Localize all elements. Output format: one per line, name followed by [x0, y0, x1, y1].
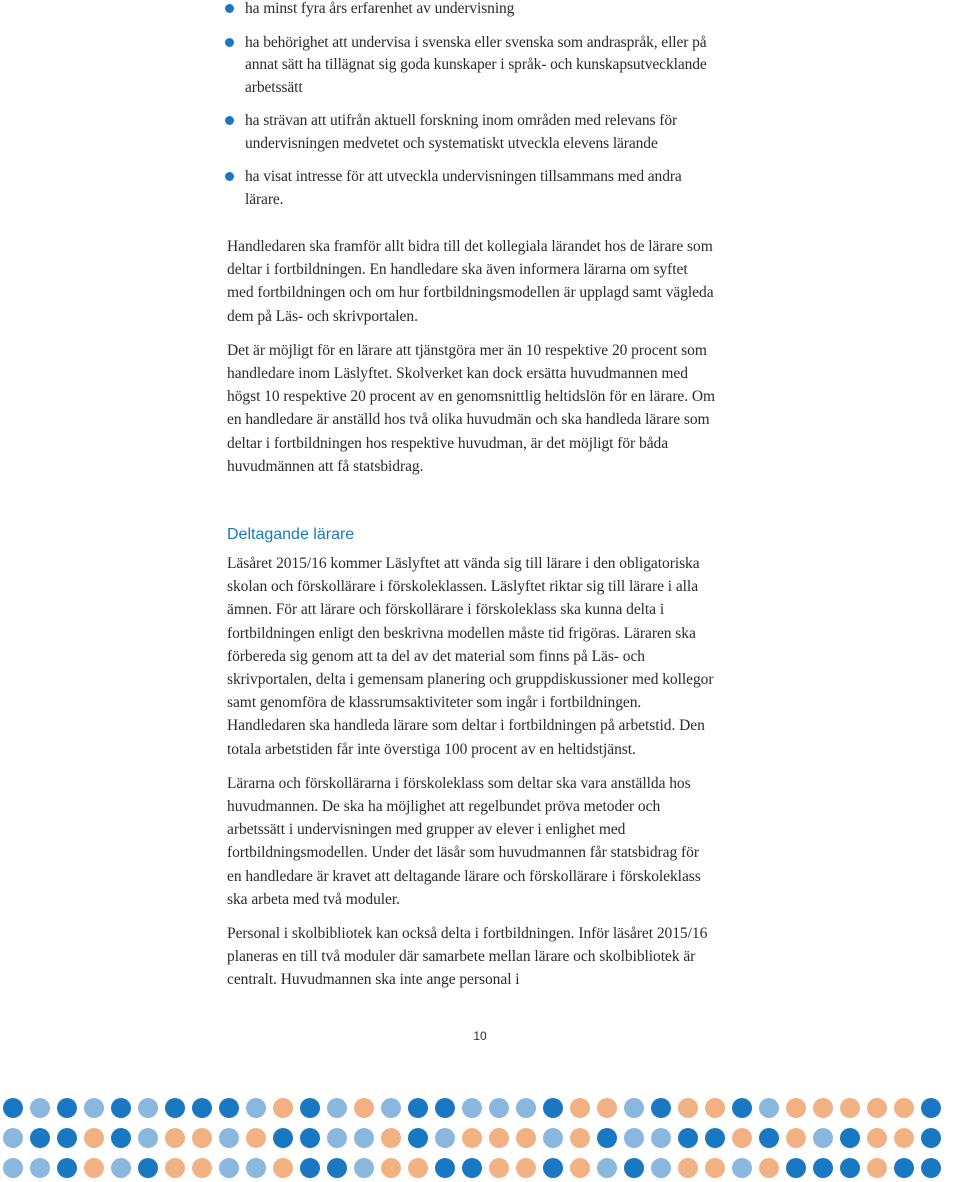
decorative-dot — [354, 1128, 374, 1148]
decorative-dot — [138, 1098, 158, 1118]
list-item — [227, 32, 717, 100]
decorative-dot — [921, 1098, 941, 1118]
decorative-dot — [408, 1128, 428, 1148]
decorative-dot — [516, 1158, 536, 1178]
decorative-dot — [732, 1158, 752, 1178]
decorative-dot — [165, 1098, 185, 1118]
decorative-dot — [219, 1128, 239, 1148]
decorative-dot — [597, 1098, 617, 1118]
decorative-dot — [732, 1098, 752, 1118]
decorative-dot-band — [0, 1094, 960, 1182]
decorative-dot — [462, 1128, 482, 1148]
list-item — [227, 166, 717, 211]
decorative-dot — [111, 1158, 131, 1178]
decorative-dot — [192, 1098, 212, 1118]
decorative-dot — [84, 1128, 104, 1148]
list-item-text: ha strävan att utifrån aktuell forskning inom områden med relevans för undervisningen medvetet och systematiskt utveckla elevens lärande — [245, 112, 678, 152]
decorative-dot — [219, 1158, 239, 1178]
decorative-dot — [867, 1158, 887, 1178]
decorative-dot — [3, 1158, 23, 1178]
paragraph: Läsåret 2015/16 kommer Läslyftet att vända sig till lärare i den obligatoriska skolan och förskollärare i förskoleklassen. Läslyftet riktar sig till lärare i alla ämnen. För att lärare och förskollärare i förskoleklass ska kunna delta i fortbildningen enligt den beskrivna modellen måste tid frigöras. Läraren ska förbereda sig genom att ta del av det material som finns på Läs- och skrivportalen, delta i gemensam planering och gruppdiskussioner med kollegor samt genomföra de klassrumsaktiviteter som ingår i fortbildningen. Handledaren ska handleda lärare som deltar i fortbildningen på arbetstid. Den totala arbetstiden får inte överstiga 100 procent av en heltidstjänst. — [227, 555, 714, 758]
decorative-dot — [705, 1158, 725, 1178]
decorative-dot — [327, 1128, 347, 1148]
decorative-dot — [489, 1098, 509, 1118]
decorative-dot — [327, 1098, 347, 1118]
decorative-dot — [759, 1098, 779, 1118]
decorative-dot — [570, 1098, 590, 1118]
page-number: 10 — [473, 1029, 487, 1043]
decorative-dot — [651, 1128, 671, 1148]
paragraph: Lärarna och förskollärarna i förskoleklass som deltar ska vara anställda hos huvudmannen. De ska ha möjlighet att regelbundet pröva metoder och arbetssätt i undervisningen med grupper av elever i enlighet med fortbildningsmodellen. Under det läsår som huvudmannen får statsbidrag för en handledare är kravet att deltagande lärare och förskollärare i förskoleklass ska arbeta med två moduler. — [227, 774, 701, 908]
decorative-dot — [759, 1158, 779, 1178]
decorative-dot — [111, 1098, 131, 1118]
decorative-dot — [273, 1098, 293, 1118]
decorative-dot — [489, 1158, 509, 1178]
decorative-dot — [894, 1128, 914, 1148]
paragraph: Det är möjligt för en lärare att tjänstgöra mer än 10 respektive 20 procent som handledare inom Läslyftet. Skolverket kan dock ersätta huvudmannen med högst 10 respektive 20 procent av en genomsnittlig heltidslön för en lärare. Om en handledare är anställd hos två olika huvudmän och ska handleda lärare som deltar i fortbildningen hos respektive huvudman, är det möjligt för båda huvudmännen att få statsbidrag. — [227, 341, 716, 475]
decorative-dot — [246, 1158, 266, 1178]
decorative-dot — [3, 1128, 23, 1148]
decorative-dot — [678, 1128, 698, 1148]
decorative-dot — [165, 1158, 185, 1178]
decorative-dot — [570, 1158, 590, 1178]
decorative-dot — [462, 1158, 482, 1178]
decorative-dot — [570, 1128, 590, 1148]
decorative-dot — [813, 1098, 833, 1118]
list-item-text: ha behörighet att undervisa i svenska eller svenska som andraspråk, eller på annat sätt ha tillägnat sig goda kunskaper i språk- och kunskapsutvecklande arbetssätt — [245, 33, 707, 96]
decorative-dot — [732, 1128, 752, 1148]
decorative-dot — [408, 1158, 428, 1178]
decorative-dot — [192, 1158, 212, 1178]
decorative-dot — [516, 1098, 536, 1118]
decorative-dot — [57, 1158, 77, 1178]
decorative-dot — [489, 1128, 509, 1148]
decorative-dot — [705, 1128, 725, 1148]
decorative-dot — [651, 1158, 671, 1178]
decorative-dot — [678, 1098, 698, 1118]
decorative-dot — [30, 1158, 50, 1178]
decorative-dot — [543, 1128, 563, 1148]
decorative-dot — [138, 1158, 158, 1178]
decorative-dot — [57, 1128, 77, 1148]
decorative-dot — [354, 1158, 374, 1178]
bullet-icon — [225, 4, 234, 13]
paragraph: Handledaren ska framför allt bidra till det kollegiala lärandet hos de lärare som deltar i fortbildningen. En handledare ska även informera lärarna om syftet med fortbildningen och om hur fortbildningsmodellen är upplagd samt vägleda dem på Läs- och skrivportalen. — [227, 238, 714, 325]
decorative-dot — [273, 1128, 293, 1148]
decorative-dot — [192, 1128, 212, 1148]
decorative-dot — [30, 1128, 50, 1148]
decorative-dot — [84, 1158, 104, 1178]
decorative-dot — [435, 1098, 455, 1118]
paragraph: Personal i skolbibliotek kan också delta i fortbildningen. Inför läsåret 2015/16 planeras en till två moduler där samarbete mellan lärare och skolbibliotek är centralt. Huvudmannen ska inte ange personal i — [227, 925, 708, 989]
decorative-dot — [921, 1128, 941, 1148]
decorative-dot — [813, 1158, 833, 1178]
decorative-dot — [300, 1158, 320, 1178]
decorative-dot — [759, 1128, 779, 1148]
decorative-dot — [651, 1098, 671, 1118]
decorative-dot — [111, 1128, 131, 1148]
list-item — [227, 0, 717, 21]
page-content — [227, 0, 717, 1002]
decorative-dot — [246, 1128, 266, 1148]
decorative-dot — [840, 1158, 860, 1178]
decorative-dot — [597, 1158, 617, 1178]
decorative-dot — [678, 1158, 698, 1178]
decorative-dot — [786, 1128, 806, 1148]
decorative-dot — [867, 1098, 887, 1118]
decorative-dot — [624, 1098, 644, 1118]
decorative-dot — [624, 1158, 644, 1178]
bullet-icon — [225, 38, 234, 47]
decorative-dot — [273, 1158, 293, 1178]
decorative-dot — [597, 1128, 617, 1148]
decorative-dot — [867, 1128, 887, 1148]
decorative-dot — [138, 1128, 158, 1148]
decorative-dot — [543, 1158, 563, 1178]
decorative-dot — [381, 1098, 401, 1118]
decorative-dot — [219, 1098, 239, 1118]
decorative-dot — [381, 1158, 401, 1178]
decorative-dot — [435, 1158, 455, 1178]
list-item — [227, 110, 717, 155]
section-heading: Deltagande lärare — [227, 526, 355, 544]
decorative-dot — [894, 1098, 914, 1118]
decorative-dot — [327, 1158, 347, 1178]
decorative-dot — [786, 1158, 806, 1178]
decorative-dot — [786, 1098, 806, 1118]
decorative-dot — [813, 1128, 833, 1148]
decorative-dot — [435, 1128, 455, 1148]
decorative-dot — [840, 1128, 860, 1148]
bullet-icon — [225, 172, 234, 181]
decorative-dot — [705, 1098, 725, 1118]
decorative-dot — [840, 1098, 860, 1118]
decorative-dot — [894, 1158, 914, 1178]
decorative-dot — [3, 1098, 23, 1118]
decorative-dot — [543, 1098, 563, 1118]
decorative-dot — [165, 1128, 185, 1148]
list-item-text: ha minst fyra års erfarenhet av undervisning — [245, 0, 515, 17]
decorative-dot — [57, 1098, 77, 1118]
decorative-dot — [408, 1098, 428, 1118]
requirements-list — [227, 0, 717, 211]
decorative-dot — [84, 1098, 104, 1118]
list-item-text: ha visat intresse för att utveckla undervisningen tillsammans med andra lärare. — [245, 168, 682, 208]
decorative-dot — [381, 1128, 401, 1148]
bullet-icon — [225, 116, 234, 125]
decorative-dot — [516, 1128, 536, 1148]
decorative-dot — [354, 1098, 374, 1118]
decorative-dot — [246, 1098, 266, 1118]
decorative-dot — [30, 1098, 50, 1118]
decorative-dot — [300, 1098, 320, 1118]
decorative-dot — [624, 1128, 644, 1148]
decorative-dot — [921, 1158, 941, 1178]
decorative-dot — [300, 1128, 320, 1148]
decorative-dot — [462, 1098, 482, 1118]
